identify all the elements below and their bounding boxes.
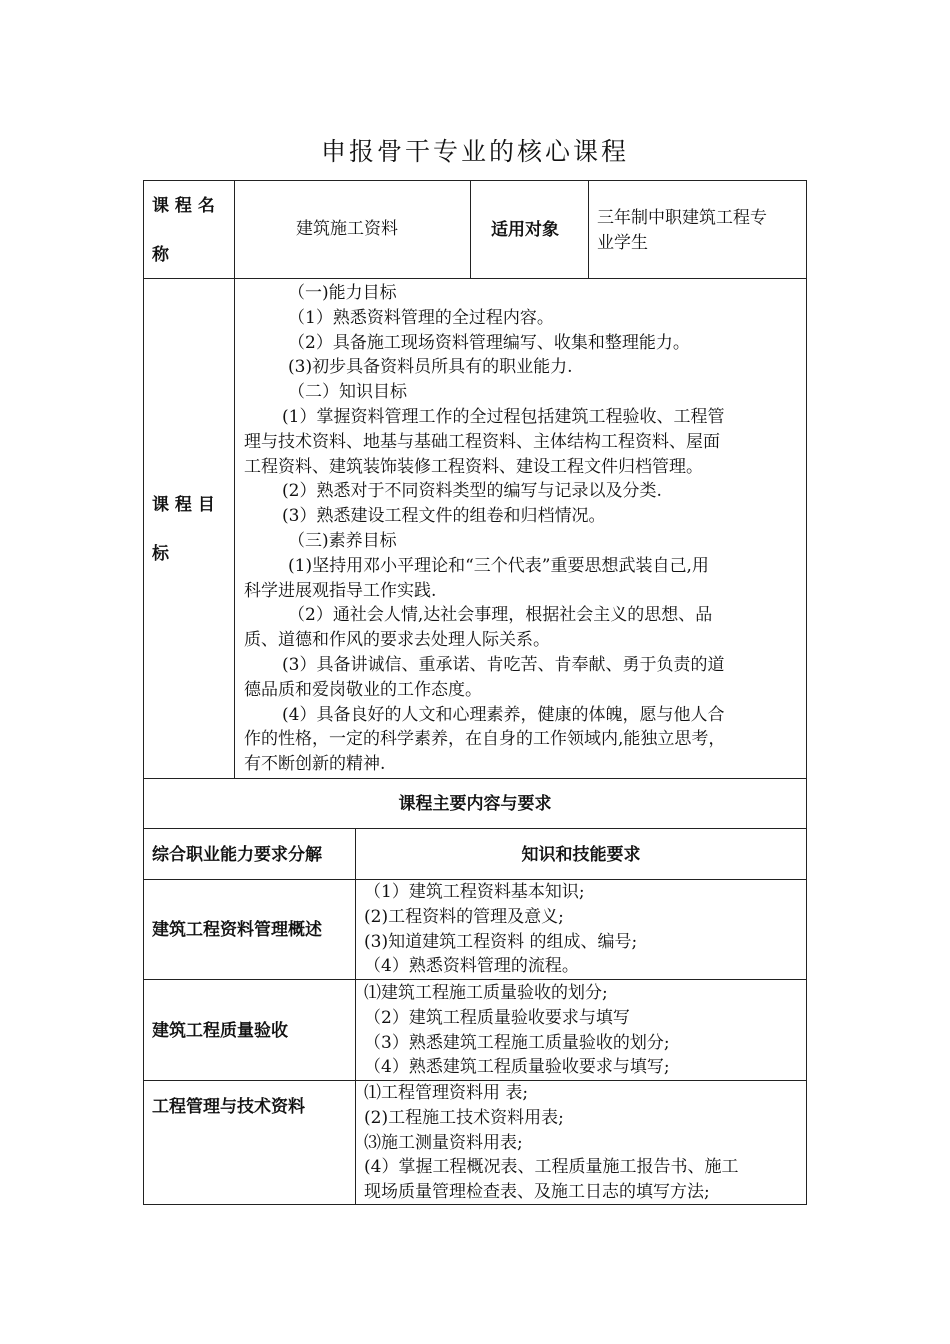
objectives-text — [244, 281, 804, 777]
list-item: ⑴工程管理资料用 表; — [364, 1083, 529, 1103]
list-item: （4）熟悉建筑工程质量验收要求与填写; — [364, 1057, 670, 1078]
objectives-label-line1: 课 程 目 — [152, 495, 215, 515]
objective-line: (4）具备良好的人文和心理素养，健康的体魄，愿与他人合 — [282, 704, 725, 725]
objective-line: (3）熟悉建设工程文件的组卷和归档情况。 — [282, 506, 606, 527]
list-item: 现场质量管理检查表、及施工日志的填写方法; — [364, 1182, 710, 1203]
row-line — [143, 828, 807, 829]
ability-row-items — [364, 880, 804, 979]
list-item: （2）建筑工程质量验收要求与填写 — [364, 1007, 630, 1028]
document-title: 申报骨干专业的核心课程 — [320, 137, 629, 166]
objective-line: （一)能力目标 — [288, 283, 397, 303]
objective-line: 德品质和爱岗敬业的工作态度。 — [244, 679, 482, 700]
course-name-label-line1: 课 程 名 — [152, 196, 215, 216]
border-right — [806, 180, 807, 1205]
objective-line: 有不断创新的精神. — [244, 754, 386, 775]
course-name-label — [152, 194, 232, 268]
border-left — [143, 180, 144, 1205]
ability-row-items — [364, 981, 804, 1080]
objective-line: 质、道德和作风的要求去处理人际关系。 — [244, 630, 550, 651]
col-line — [355, 828, 356, 1204]
objective-line: (2）熟悉对于不同资料类型的编写与记录以及分类. — [282, 481, 662, 502]
objective-line: (3)初步具备资料员所具有的职业能力. — [288, 357, 573, 378]
col-line — [470, 180, 471, 278]
objective-line: （2）通社会人情,达社会事理，根据社会主义的思想、品 — [288, 605, 713, 626]
objectives-label — [152, 493, 232, 567]
objective-line: （二）知识目标 — [288, 382, 407, 403]
objective-line: 工程资料、建筑装饰装修工程资料、建设工程文件归档管理。 — [244, 456, 703, 477]
list-item: ⑶施工测量资料用表; — [364, 1132, 523, 1153]
target-label: 适用对象 — [491, 220, 559, 240]
list-item: （1）建筑工程资料基本知识; — [364, 882, 585, 902]
objective-line: 作的性格，一定的科学素养，在自身的工作领域内,能独立思考， — [244, 729, 726, 750]
list-item: (2)工程施工技术资料用表; — [364, 1107, 564, 1128]
ability-row-items — [364, 1081, 804, 1205]
list-item: ⑴建筑工程施工质量验收的划分; — [364, 983, 608, 1003]
row-line — [143, 278, 807, 279]
list-item: (2)工程资料的管理及意义; — [364, 906, 564, 927]
objective-line: 科学进展观指导工作实践. — [244, 580, 437, 601]
target-value — [597, 206, 802, 256]
col1-header: 综合职业能力要求分解 — [152, 845, 322, 865]
objective-line: （1）熟悉资料管理的全过程内容。 — [288, 307, 554, 328]
list-item: （4）熟悉资料管理的流程。 — [364, 956, 579, 977]
col2-header: 知识和技能要求 — [521, 845, 641, 865]
objective-line: 理与技术资料、地基与基础工程资料、主体结构工程资料、屋面 — [244, 431, 720, 452]
objectives-label-line2: 标 — [152, 544, 169, 564]
objective-line: (1)坚持用邓小平理论和“三个代表”重要思想武装自己,用 — [288, 555, 709, 576]
objective-line: (1）掌握资料管理工作的全过程包括建筑工程验收、工程管 — [282, 406, 725, 427]
content-section-heading: 课程主要内容与要求 — [398, 794, 552, 814]
course-name-label-line2: 称 — [152, 245, 169, 265]
target-value-line2: 业学生 — [597, 232, 648, 253]
list-item: （3）熟悉建筑工程施工质量验收的划分; — [364, 1032, 670, 1053]
objective-line: （三)素养目标 — [288, 530, 397, 551]
ability-row-name: 建筑工程质量验收 — [152, 1021, 288, 1041]
list-item: (4）掌握工程概况表、工程质量施工报告书、施工 — [364, 1157, 739, 1178]
col-line — [588, 180, 589, 278]
list-item: (3)知道建筑工程资料 的组成、编号; — [364, 931, 638, 952]
target-value-line1: 三年制中职建筑工程专 — [597, 208, 767, 228]
objective-line: (3）具备讲诚信、重承诺、肯吃苦、肯奉献、勇于负责的道 — [282, 654, 725, 675]
col-line — [234, 180, 235, 778]
row-line — [143, 778, 807, 779]
course-name-value: 建筑施工资料 — [296, 219, 398, 239]
ability-row-name: 工程管理与技术资料 — [152, 1097, 305, 1117]
objective-line: （2）具备施工现场资料管理编写、收集和整理能力。 — [288, 332, 690, 353]
border-top — [143, 180, 807, 181]
ability-row-name: 建筑工程资料管理概述 — [152, 920, 322, 940]
